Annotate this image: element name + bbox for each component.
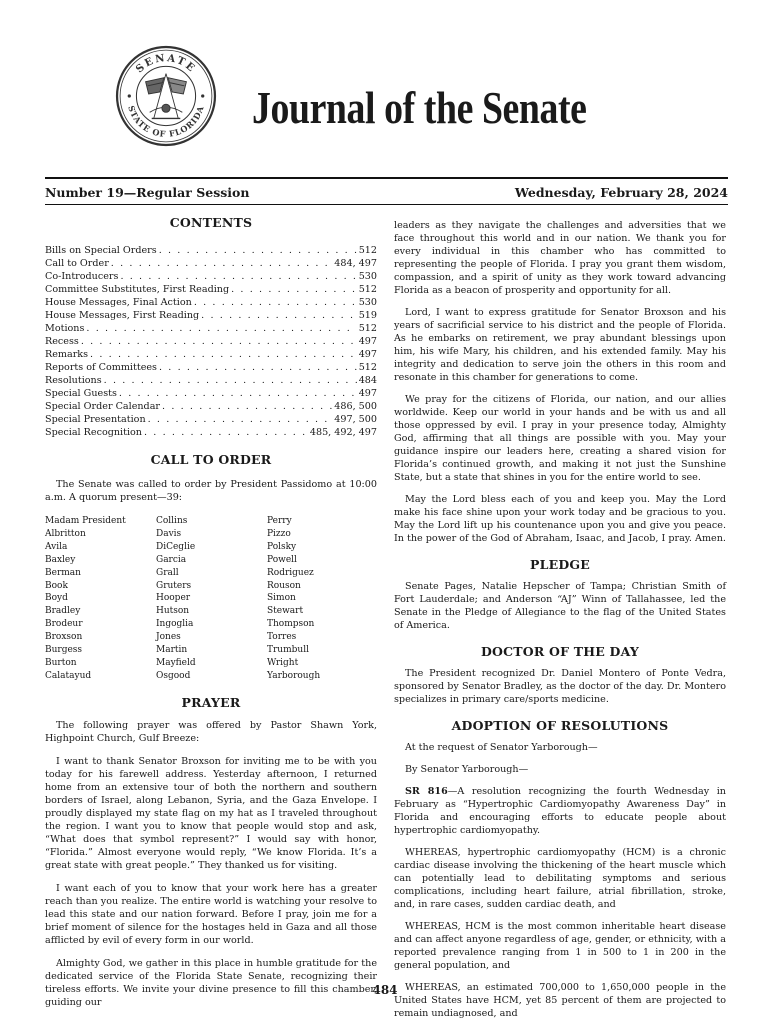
contents-item[interactable] xyxy=(45,322,377,335)
leader-dots xyxy=(81,335,357,348)
seal-bottom-text: STATE OF FLORIDA xyxy=(126,104,206,139)
whereas-clause: WHEREAS, hypertrophic cardiomyopathy (HCM) is a chronic cardiac disease involving the thickening of the heart muscle which can potentially lead to debilitating symptoms and serious complications, including heart failure, atrial fibrillation, stroke, and, in rare cases, sudden cardiac death, and xyxy=(394,847,726,910)
contents-item-pages: 512 xyxy=(358,362,377,373)
contents-item-label: Special Presentation xyxy=(45,414,146,425)
contents-item-pages: 530 xyxy=(358,271,377,282)
prayer-paragraph-continued: May the Lord bless each of you and keep you. May the Lord make his face shine upon your work today and be gracious to you. May the Lord lift up his countenance upon you and give you peace. In the power of the God of Abraham, Isaac, and Jacob, I pray. Amen. xyxy=(394,494,726,544)
right-column xyxy=(394,219,726,1020)
contents-item[interactable] xyxy=(45,296,377,309)
call-to-order-heading: CALL TO ORDER xyxy=(150,452,272,467)
senator-name: Berman xyxy=(45,567,81,578)
contents-item-pages: 512 xyxy=(358,245,377,256)
quorum-roll xyxy=(45,515,377,683)
contents-item[interactable] xyxy=(45,335,377,348)
contents-item-pages: 486, 500 xyxy=(334,401,377,412)
senator-name: Mayfield xyxy=(156,657,196,668)
resolution-sponsor: By Senator Yarborough— xyxy=(405,764,529,775)
senator-name: Gruters xyxy=(156,580,192,591)
contents-item-label: Call to Order xyxy=(45,258,109,269)
contents-item[interactable] xyxy=(45,361,377,374)
senator-name: Davis xyxy=(156,528,182,539)
senator-name: Pizzo xyxy=(267,528,291,539)
senator-name: Martin xyxy=(156,645,188,656)
contents-item[interactable] xyxy=(45,348,377,361)
senator-name: Baxley xyxy=(45,554,76,565)
prayer-paragraph: I want each of you to know that your work here has a greater reach than you realize. The entire world is watching your resolve to lead this state and our nation forward. Before I pray, join me for a brief moment of silence for the hostages held in Gaza and all those afflicted by evil of every form in our world. xyxy=(45,882,377,946)
senator-name: Garcia xyxy=(156,554,187,565)
leader-dots xyxy=(194,296,357,309)
contents-item-pages: 530 xyxy=(358,297,377,308)
prayer-heading: PRAYER xyxy=(181,694,241,710)
pledge-text: Senate Pages, Natalie Hepscher of Tampa; Christian Smith of Fort Lauderdale; and Anderson “AJ” Winn of Tallahassee, led the Senate in the Pledge of Allegiance to the flag of the United States of America. xyxy=(394,581,726,631)
resolution-bill-text: —A resolution recognizing the fourth Wednesday in February as “Hypertrophic Cardiomyopathy Awareness Day” in Florida and encouraging efforts to educate people about hypertrophic cardiomyopathy. xyxy=(394,786,726,836)
pledge-heading: PLEDGE xyxy=(530,557,590,572)
contents-item[interactable] xyxy=(45,309,377,322)
contents-item[interactable] xyxy=(45,374,377,387)
whereas-clause: WHEREAS, an estimated 700,000 to 1,650,000 people in the United States have HCM, yet 85 percent of them are projected to remain undiagnosed, and xyxy=(394,982,726,1019)
prayer-paragraph-continued: We pray for the citizens of Florida, our nation, and our allies worldwide. Keep our world in your hands and be with us and all those oppressed by evil. I pray in your presence today, Almighty God, affirming that all things are possible with you. May your guidance inspire our leaders here, creating a shared vision for Florida’s continued growth, and making it not just the Sunshine State, but a state that shines in you for the entire world to see. xyxy=(394,394,726,483)
contents-item-label: Special Guests xyxy=(45,388,117,399)
senator-name: Grall xyxy=(156,567,179,578)
leader-dots xyxy=(231,283,357,296)
contents-item-label: Bills on Special Orders xyxy=(45,245,157,256)
prayer-paragraph: I want to thank Senator Broxson for inviting me to be with you today for his farewell address. Yesterday afternoon, I returned home from an extensive tour of both the northern and southern borders of Israel, along Lebanon, Syria, and the Gaza Envelope. I proudly displayed my state flag on my hat as I traveled throughout the region. I want you to know that people would stop and ask, “What does that symbol represent?” I would say with honor, “Florida.” Almost everyone would reply, “We know Florida. It’s a great state with great people.” They thanked us for visiting. xyxy=(45,755,377,871)
senator-name: Broxson xyxy=(45,632,83,643)
contents-item[interactable] xyxy=(45,244,377,257)
contents-list xyxy=(45,244,377,439)
contents-item-label: Special Order Calendar xyxy=(45,401,161,412)
contents-item[interactable] xyxy=(45,257,377,270)
contents-item-label: Reports of Committees xyxy=(45,362,157,373)
senator-name: Albritton xyxy=(45,528,86,539)
contents-item[interactable] xyxy=(45,413,377,426)
senator-name: Stewart xyxy=(267,606,304,617)
doctor-of-the-day-text: The President recognized Dr. Daniel Montero of Ponte Vedra, sponsored by Senator Bradley, as the doctor of the day. Dr. Montero specializes in primary care/sports medicine. xyxy=(394,668,726,705)
leader-dots xyxy=(148,413,333,426)
senator-name: Perry xyxy=(267,516,292,526)
senator-name: Brodeur xyxy=(45,619,83,630)
masthead-rule xyxy=(45,177,728,179)
seal-flags-icon xyxy=(146,74,187,119)
resolution-bill-id[interactable]: SR 816 xyxy=(405,786,448,797)
senator-name: DiCeglie xyxy=(156,541,196,552)
issue-date: Wednesday, February 28, 2024 xyxy=(514,185,728,200)
senator-name: Boyd xyxy=(45,593,68,604)
contents-item-label: Motions xyxy=(45,323,85,334)
senator-name: Book xyxy=(45,580,68,591)
senator-name: Torres xyxy=(267,632,297,643)
senator-name: Madam President xyxy=(45,516,126,526)
contents-item-label: Co-Introducers xyxy=(45,271,119,282)
prayer-paragraph: Almighty God, we gather in this place in humble gratitude for the dedicated service of the Florida State Senate, recognizing their tireless efforts. We invite your divine presence to fill this chamber, guiding our xyxy=(45,957,377,1008)
contents-item-pages: 497 xyxy=(358,336,377,347)
contents-item-label: Special Recognition xyxy=(45,427,142,438)
contents-item[interactable] xyxy=(45,426,377,439)
prayer-paragraph-continued: Lord, I want to express gratitude for Senator Broxson and his years of sacrificial service to his district and the people of Florida. As he embarks on retirement, we pray abundant blessings upon him, his wife Mary, his children, and his extended family. May his integrity and dedication to serve join the others in this room and resonate in this chamber for generations to come. xyxy=(394,307,726,383)
call-to-order-intro: The Senate was called to order by President Passidomo at 10:00 a.m. A quorum present—39: xyxy=(45,479,377,503)
leader-dots xyxy=(90,348,357,361)
contents-item-label: Committee Substitutes, First Reading xyxy=(45,284,230,295)
contents-heading: CONTENTS xyxy=(169,215,253,230)
seal-top-text: SENATE xyxy=(133,51,199,76)
contents-item[interactable] xyxy=(45,400,377,413)
contents-item-pages: 497, 500 xyxy=(334,414,377,425)
contents-item-pages: 512 xyxy=(358,284,377,295)
issue-rule xyxy=(45,204,728,205)
senator-name: Simon xyxy=(267,593,296,604)
contents-item-pages: 497 xyxy=(358,388,377,399)
contents-item-pages: 512 xyxy=(358,323,377,334)
leader-dots xyxy=(144,426,308,439)
adoption-of-resolutions-heading: ADOPTION OF RESOLUTIONS xyxy=(451,718,669,733)
leader-dots xyxy=(159,244,357,257)
senator-name: Hooper xyxy=(156,593,191,604)
senator-name: Rouson xyxy=(267,580,301,591)
contents-item-label: Resolutions xyxy=(45,375,102,386)
contents-item-pages: 485, 492, 497 xyxy=(309,427,377,438)
resolution-summary xyxy=(394,785,726,837)
senator-name: Polsky xyxy=(267,541,297,552)
leader-dots xyxy=(159,361,357,374)
senator-name: Hutson xyxy=(156,606,190,617)
left-column xyxy=(45,216,377,1009)
leader-dots xyxy=(86,322,356,335)
leader-dots xyxy=(104,374,357,387)
prayer-paragraph-continued: leaders as they navigate the challenges and adversities that we face throughout this world and in our nation. We thank you for every individual in this chamber who has committed to representing the people of Florida. I pray you grant them wisdom, compassion, and a spirit of unity as they work toward advancing Florida as a beacon of prosperity and opportunity for all. xyxy=(394,220,726,296)
senator-name: Wright xyxy=(267,657,299,668)
senator-name: Burgess xyxy=(45,645,83,656)
doctor-of-the-day-heading: DOCTOR OF THE DAY xyxy=(481,644,639,659)
contents-item-label: Remarks xyxy=(45,349,89,360)
contents-item-label: Recess xyxy=(45,336,79,347)
florida-senate-seal xyxy=(115,45,217,147)
leader-dots xyxy=(162,400,332,413)
leader-dots xyxy=(201,309,357,322)
contents-item-pages: 497 xyxy=(358,349,377,360)
leader-dots xyxy=(119,387,357,400)
journal-title: Journal of the Senate xyxy=(252,83,587,133)
whereas-clause: WHEREAS, HCM is the most common inheritable heart disease and can affect anyone regardless of age, gender, or ethnicity, with a reported prevalence ranging from 1 in 500 to 1 in 200 in the general population, and xyxy=(394,921,726,971)
senator-name: Thompson xyxy=(267,619,315,630)
contents-item[interactable] xyxy=(45,270,377,283)
issue-number: Number 19—Regular Session xyxy=(45,185,250,200)
leader-dots xyxy=(111,257,332,270)
contents-item-pages: 484 xyxy=(358,375,377,386)
senator-name: Jones xyxy=(156,632,181,643)
leader-dots xyxy=(120,270,356,283)
senator-name: Avila xyxy=(45,541,68,552)
senator-name: Calatayud xyxy=(45,670,92,681)
senator-name: Powell xyxy=(267,554,297,565)
senator-name: Yarborough xyxy=(267,670,321,681)
prayer-paragraph: The following prayer was offered by Pastor Shawn York, Highpoint Church, Gulf Breeze: xyxy=(45,719,377,744)
contents-item-pages: 519 xyxy=(358,310,377,321)
senator-name: Rodriguez xyxy=(267,567,314,578)
resolution-request: At the request of Senator Yarborough— xyxy=(405,742,598,753)
contents-item-label: House Messages, Final Action xyxy=(45,297,192,308)
contents-item-label: House Messages, First Reading xyxy=(45,310,200,321)
senator-name: Osgood xyxy=(156,670,191,681)
contents-item-pages: 484, 497 xyxy=(334,258,377,269)
contents-item[interactable] xyxy=(45,387,377,400)
senator-name: Collins xyxy=(156,516,188,526)
senator-name: Ingoglia xyxy=(156,619,194,630)
contents-item[interactable] xyxy=(45,283,377,296)
page-number: 484 xyxy=(372,983,398,997)
senator-name: Bradley xyxy=(45,606,81,617)
senator-name: Trumbull xyxy=(267,645,309,656)
senator-name: Burton xyxy=(45,657,77,668)
svg-text:SENATE xyxy=(134,52,199,75)
